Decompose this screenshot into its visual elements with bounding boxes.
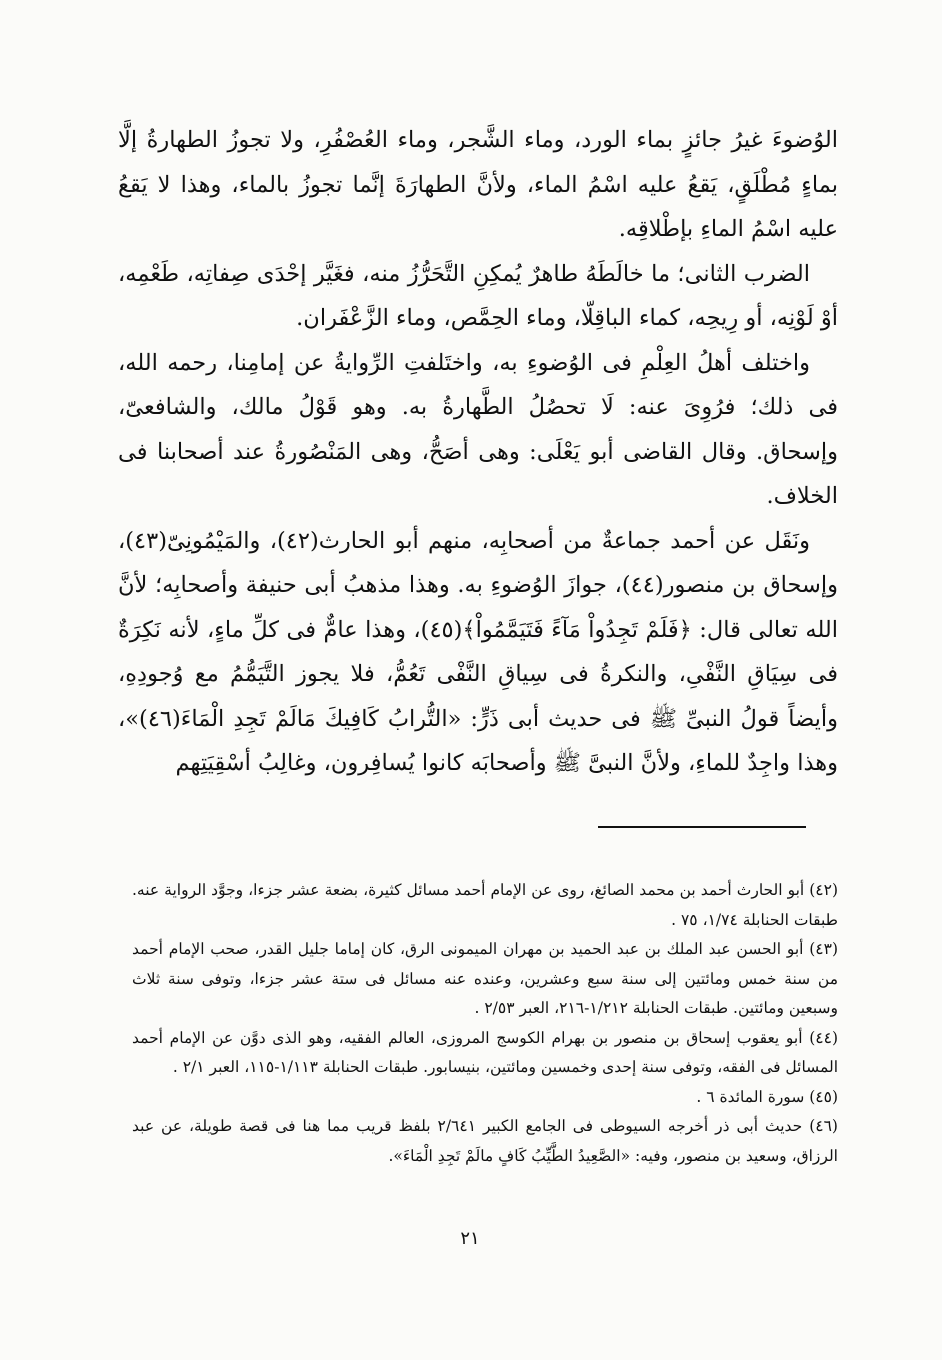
footnote-44: (٤٤) أبو يعقوب إسحاق بن منصور بن بهرام الكوسج المروزى، العالم الفقيه، وهو الذى دوَّن عن الإمام أحمد المسائل فى الفقه، وتوفى سنة إحدى وخمسين ومائتين، بنيسابور. طبقات الحنابلة ١/١١٣-١١٥، العبر ٢/١ . [132, 1028, 838, 1076]
footnote-45: (٤٥) سورة المائدة ٦ . [696, 1087, 838, 1106]
paragraph-4: ونَقَل عن أحمد جماعةٌ من أصحابِه، منهم أبو الحارث(٤٢)، والمَيْمُونِىّ(٤٣)، وإسحاق بن منصور(٤٤)، جوازَ الوُضوءِ به. وهذا مذهبُ أبى حنيفة وأصحابِه؛ لأنَّ الله تعالى قال: ﴿فَلَمْ تَجِدُواْ مَآءً فَتَيَمَّمُواْ﴾(٤٥)، وهذا عامٌّ فى كلِّ ماءٍ، لأنه نَكِرَةٌ فى سِيَاقِ النَّفْىِ، والنكرةُ فى سِياقِ النَّفْى تَعُمُّ، فلا يجوز التَّيَمُّمُ مع وُجودِهِ، وأيضاً قولُ النبىِّ ﷺ فى حديث أبى ذَرٍّ: «التُّرابُ كَافِيكَ مَالَمْ تَجِدِ الْمَاءَ(٤٦)»، وهذا واجِدٌ للماءِ، ولأنَّ النبىَّ ﷺ وأصحابَه كانوا يُسافِرون، وغالِبُ أسْقِيَتِهم [118, 527, 839, 776]
footnotes [132, 876, 838, 1171]
page-number: ٢١ [460, 1228, 480, 1249]
paragraph-2: الضرب الثانى؛ ما خالَطَهُ طاهرٌ يُمكِنِ التَّحَرُّزُ منه، فغَيَّر إحْدَى صِفاتِه، طَعْمِه، أوْ لَوْنِه، أو رِيحِه، كماء الباقِلّا، وماء الحِمَّص، وماء الزَّعْفَران. [118, 260, 838, 331]
footnote-divider [598, 826, 806, 828]
main-text [118, 118, 838, 786]
footnote-43: (٤٣) أبو الحسن عبد الملك بن عبد الحميد بن مهران الميمونى الرق، كان إماما جليل القدر، صحب الإمام أحمد من سنة خمس ومائتين إلى سنة سبع وعشرين، وعنده عنه مسائل فى ستة عشر جزءا، وتوفى سنة ثلاث وسبعين ومائتين. طبقات الحنابلة ١/٢١٢-٢١٦، العبر ٢/٥٣ . [132, 940, 838, 1017]
footnote-46: (٤٦) حديث أبى ذر أخرجه السيوطى فى الجامع الكبير ٢/٦٤١ بلفظ قريب مما هنا فى قصة طويلة، عن عبد الرزاق، وسعيد بن منصور، وفيه: «الصَّعِيدُ الطَّيِّبُ كَافٍ مالَمْ تَجِدِ الْمَاءَ». [132, 1117, 838, 1165]
paragraph-1: الوُضوءَ غيرُ جائزٍ بماء الورد، وماء الشَّجر، وماء العُصْفُرِ، ولا تجوزُ الطهارةُ إلَّا بماءٍ مُطْلَقٍ، يَقعُ عليه اسْمُ الماء، ولأنَّ الطهارَةَ إنَّما تجوزُ بالماء، وهذا لا يَقعُ عليه اسْمُ الماءِ بإطْلاقِه. [118, 127, 838, 242]
paragraph-3: واختلف أهلُ العِلْمِ فى الوُضوءِ به، واختَلفتِ الرِّوايةُ عن إمامِنا، رحمه الله، فى ذلك؛ فرُوِىَ عنه: لَا تحصُلُ الطَّهارةُ به. وهو قَوْلُ مالك، والشافعىّ، وإسحاق. وقال القاضى أبو يَعْلَى: وهى أصَحُّ، وهى المَنْصُورةُ عند أصحابنا فى الخلاف. [118, 349, 838, 509]
footnote-42: (٤٢) أبو الحارث أحمد بن محمد الصائغ، روى عن الإمام أحمد مسائل كثيرة، بضعة عشر جزءا، وجوَّد الرواية عنه. طبقات الحنابلة ١/٧٤، ٧٥ . [132, 881, 838, 929]
